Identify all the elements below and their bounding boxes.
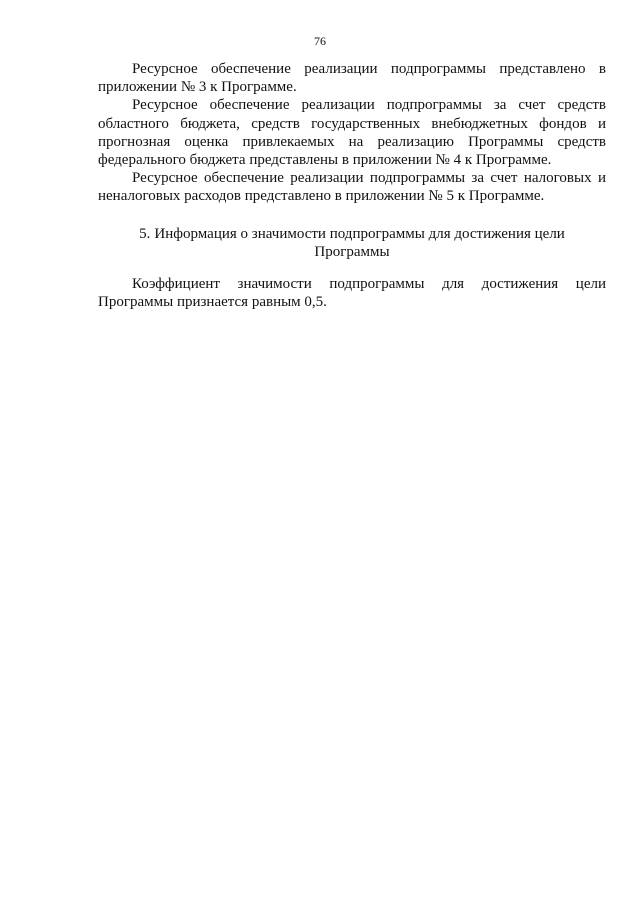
paragraph-resource-appendix-4: Ресурсное обеспечение реализации подпрограммы за счет средств областного бюджета, средств государственных внебюджетных фондов и прогнозная оценка привлекаемых на реализацию Программы средств федерального бюджета представлены в приложении № 4 к Программе. [98,97,606,169]
section-heading [98,225,606,261]
paragraph-resource-appendix-3: Ресурсное обеспечение реализации подпрограммы представлено в приложении № 3 к Программе. [98,61,606,96]
section-number: 5. [139,225,151,242]
paragraph-significance-coefficient: Коэффициент значимости подпрограммы для достижения цели Программы признается равным 0,5. [98,276,606,311]
page-number: 76 [314,34,326,48]
section-title: Информация о значимости подпрограммы для достижения цели Программы [154,225,565,260]
document-body [98,60,606,311]
paragraph-resource-appendix-5: Ресурсное обеспечение реализации подпрограммы за счет налоговых и неналоговых расходов представлено в приложении № 5 к Программе. [98,170,606,205]
